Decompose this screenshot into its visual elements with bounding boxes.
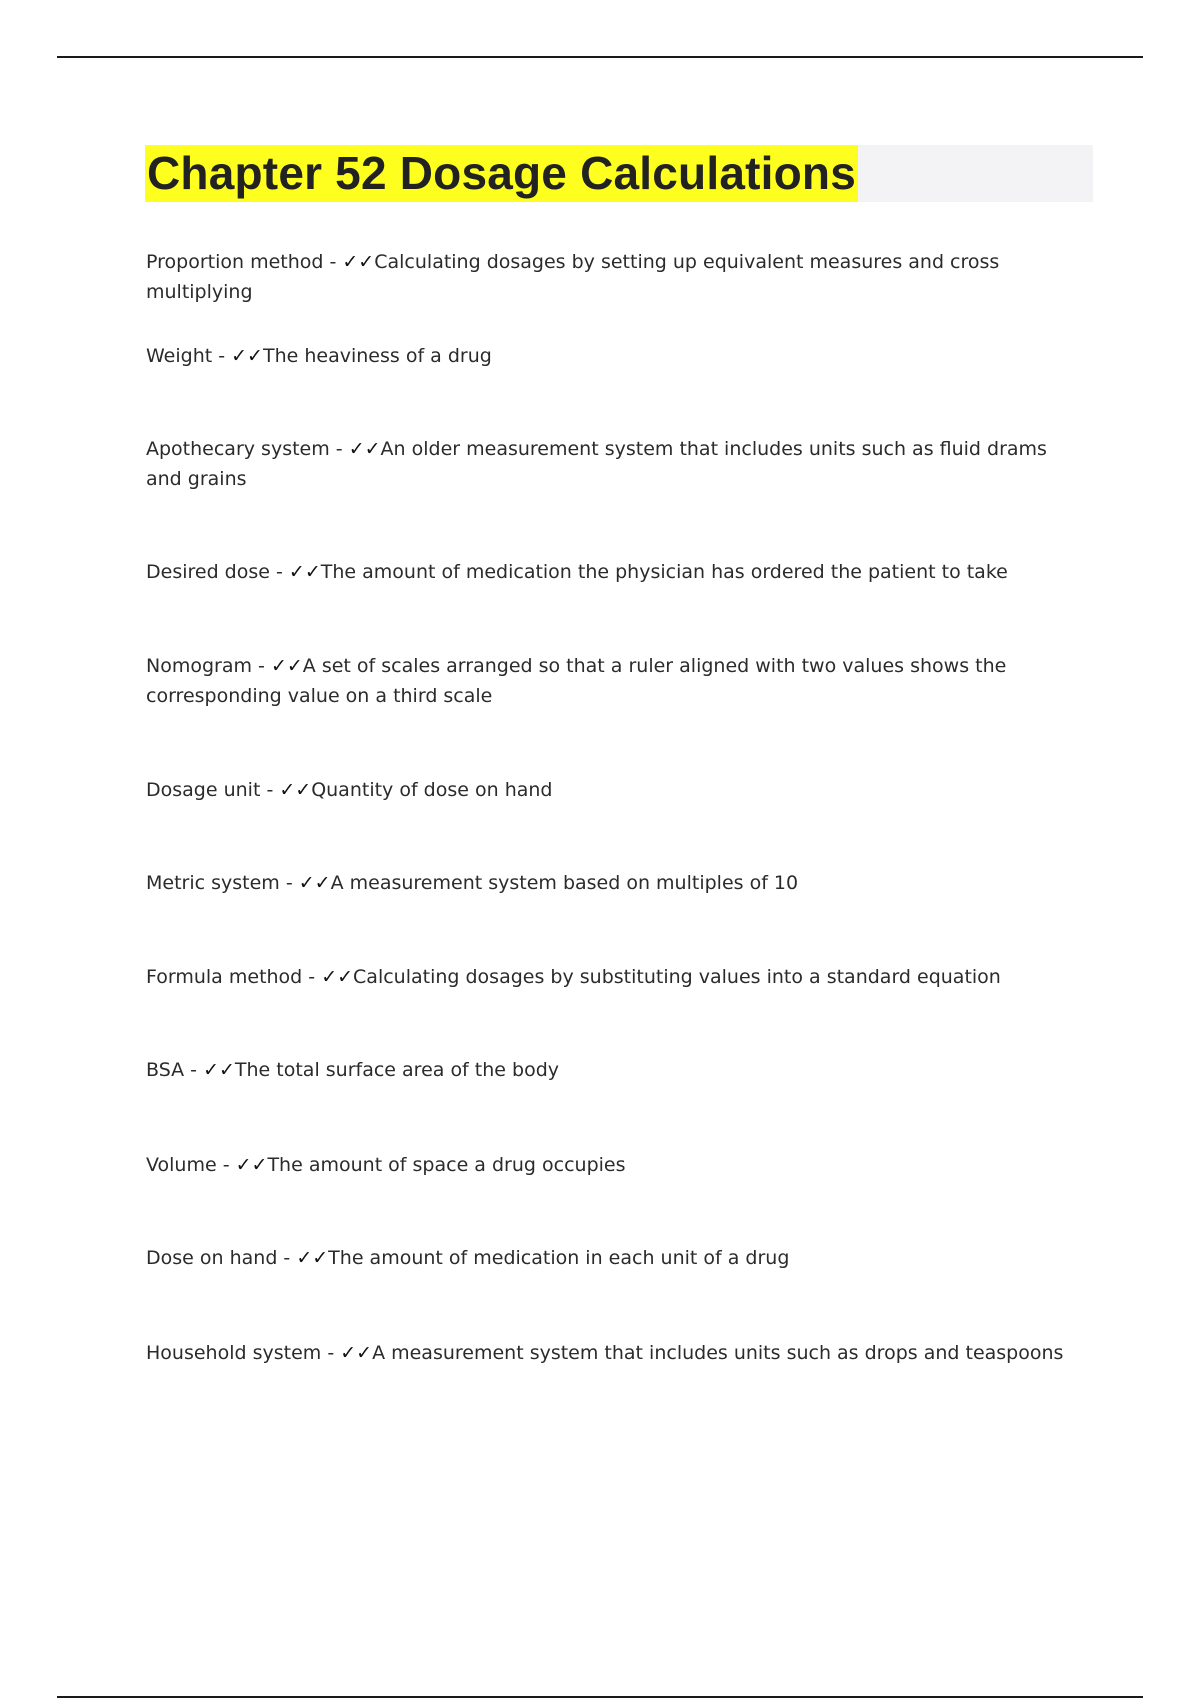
- entry-separator: -: [184, 1059, 204, 1081]
- entry-apothecary-system: [146, 434, 1086, 494]
- entry-term: Apothecary system: [146, 438, 330, 460]
- bottom-rule: [57, 1696, 1143, 1698]
- entry-volume: [146, 1150, 1086, 1180]
- entry-term: Metric system: [146, 872, 280, 894]
- entry-dose-on-hand: [146, 1243, 1086, 1273]
- entry-definition: A measurement system that includes units such as drops and teaspoons: [372, 1342, 1064, 1364]
- entry-separator: -: [252, 655, 271, 677]
- entry-household-system: [146, 1338, 1086, 1368]
- check-marks-icon: ✓✓: [348, 438, 381, 460]
- entry-weight: [146, 341, 1086, 371]
- entry-definition: The heaviness of a drug: [262, 345, 492, 367]
- check-marks-icon: ✓✓: [296, 1247, 329, 1269]
- entry-definition: A set of scales arranged so that a ruler aligned with two values shows the corresponding value on a third scale: [146, 655, 1007, 707]
- entry-separator: -: [269, 561, 289, 583]
- entry-term: Proportion method: [146, 251, 324, 273]
- entry-separator: -: [212, 345, 232, 367]
- entry-term: Household system: [146, 1342, 322, 1364]
- check-marks-icon: ✓✓: [340, 1342, 373, 1364]
- entry-desired-dose: [146, 557, 1086, 587]
- check-marks-icon: ✓✓: [288, 561, 321, 583]
- entry-nomogram: [146, 651, 1086, 711]
- entry-separator: -: [302, 966, 322, 988]
- entry-metric-system: [146, 868, 1086, 898]
- entry-separator: -: [329, 438, 349, 460]
- entry-formula-method: [146, 962, 1086, 992]
- entry-definition: Quantity of dose on hand: [311, 779, 553, 801]
- check-marks-icon: ✓✓: [270, 655, 303, 677]
- check-marks-icon: ✓✓: [321, 966, 354, 988]
- entry-definition: The total surface area of the body: [234, 1059, 560, 1081]
- entry-definition: An older measurement system that includes units such as fluid drams and grains: [146, 438, 1047, 490]
- entry-term: Formula method: [146, 966, 303, 988]
- check-marks-icon: ✓✓: [279, 779, 312, 801]
- entry-separator: -: [321, 1342, 341, 1364]
- entry-definition: Calculating dosages by setting up equivalent measures and cross multiplying: [146, 251, 1000, 303]
- entry-definition: The amount of medication in each unit of a drug: [328, 1247, 790, 1269]
- check-marks-icon: ✓✓: [231, 345, 263, 367]
- entry-definition: The amount of medication the physician has ordered the patient to take: [320, 561, 1008, 583]
- entry-term: Nomogram: [146, 655, 252, 677]
- entry-separator: -: [279, 872, 299, 894]
- entry-separator: -: [216, 1154, 236, 1176]
- entry-term: BSA: [146, 1059, 185, 1081]
- check-marks-icon: ✓✓: [298, 872, 331, 894]
- entry-separator: -: [323, 251, 343, 273]
- entry-dosage-unit: [146, 775, 1086, 805]
- entry-definition: The amount of space a drug occupies: [267, 1154, 626, 1176]
- entry-definition: Calculating dosages by substituting values into a standard equation: [353, 966, 1001, 988]
- entry-term: Volume: [146, 1154, 217, 1176]
- entry-term: Dose on hand: [146, 1247, 278, 1269]
- entry-bsa: [146, 1055, 1086, 1085]
- entry-term: Dosage unit: [146, 779, 261, 801]
- check-marks-icon: ✓✓: [235, 1154, 268, 1176]
- top-rule: [57, 56, 1143, 58]
- entry-separator: -: [277, 1247, 297, 1269]
- page-title: Chapter 52 Dosage Calculations: [145, 145, 858, 202]
- check-marks-icon: ✓✓: [342, 251, 375, 273]
- entry-definition: A measurement system based on multiples of 10: [330, 872, 799, 894]
- entry-term: Weight: [146, 345, 213, 367]
- entry-term: Desired dose: [146, 561, 270, 583]
- entry-separator: -: [260, 779, 280, 801]
- entry-proportion-method: [146, 247, 1086, 307]
- check-marks-icon: ✓✓: [203, 1059, 235, 1081]
